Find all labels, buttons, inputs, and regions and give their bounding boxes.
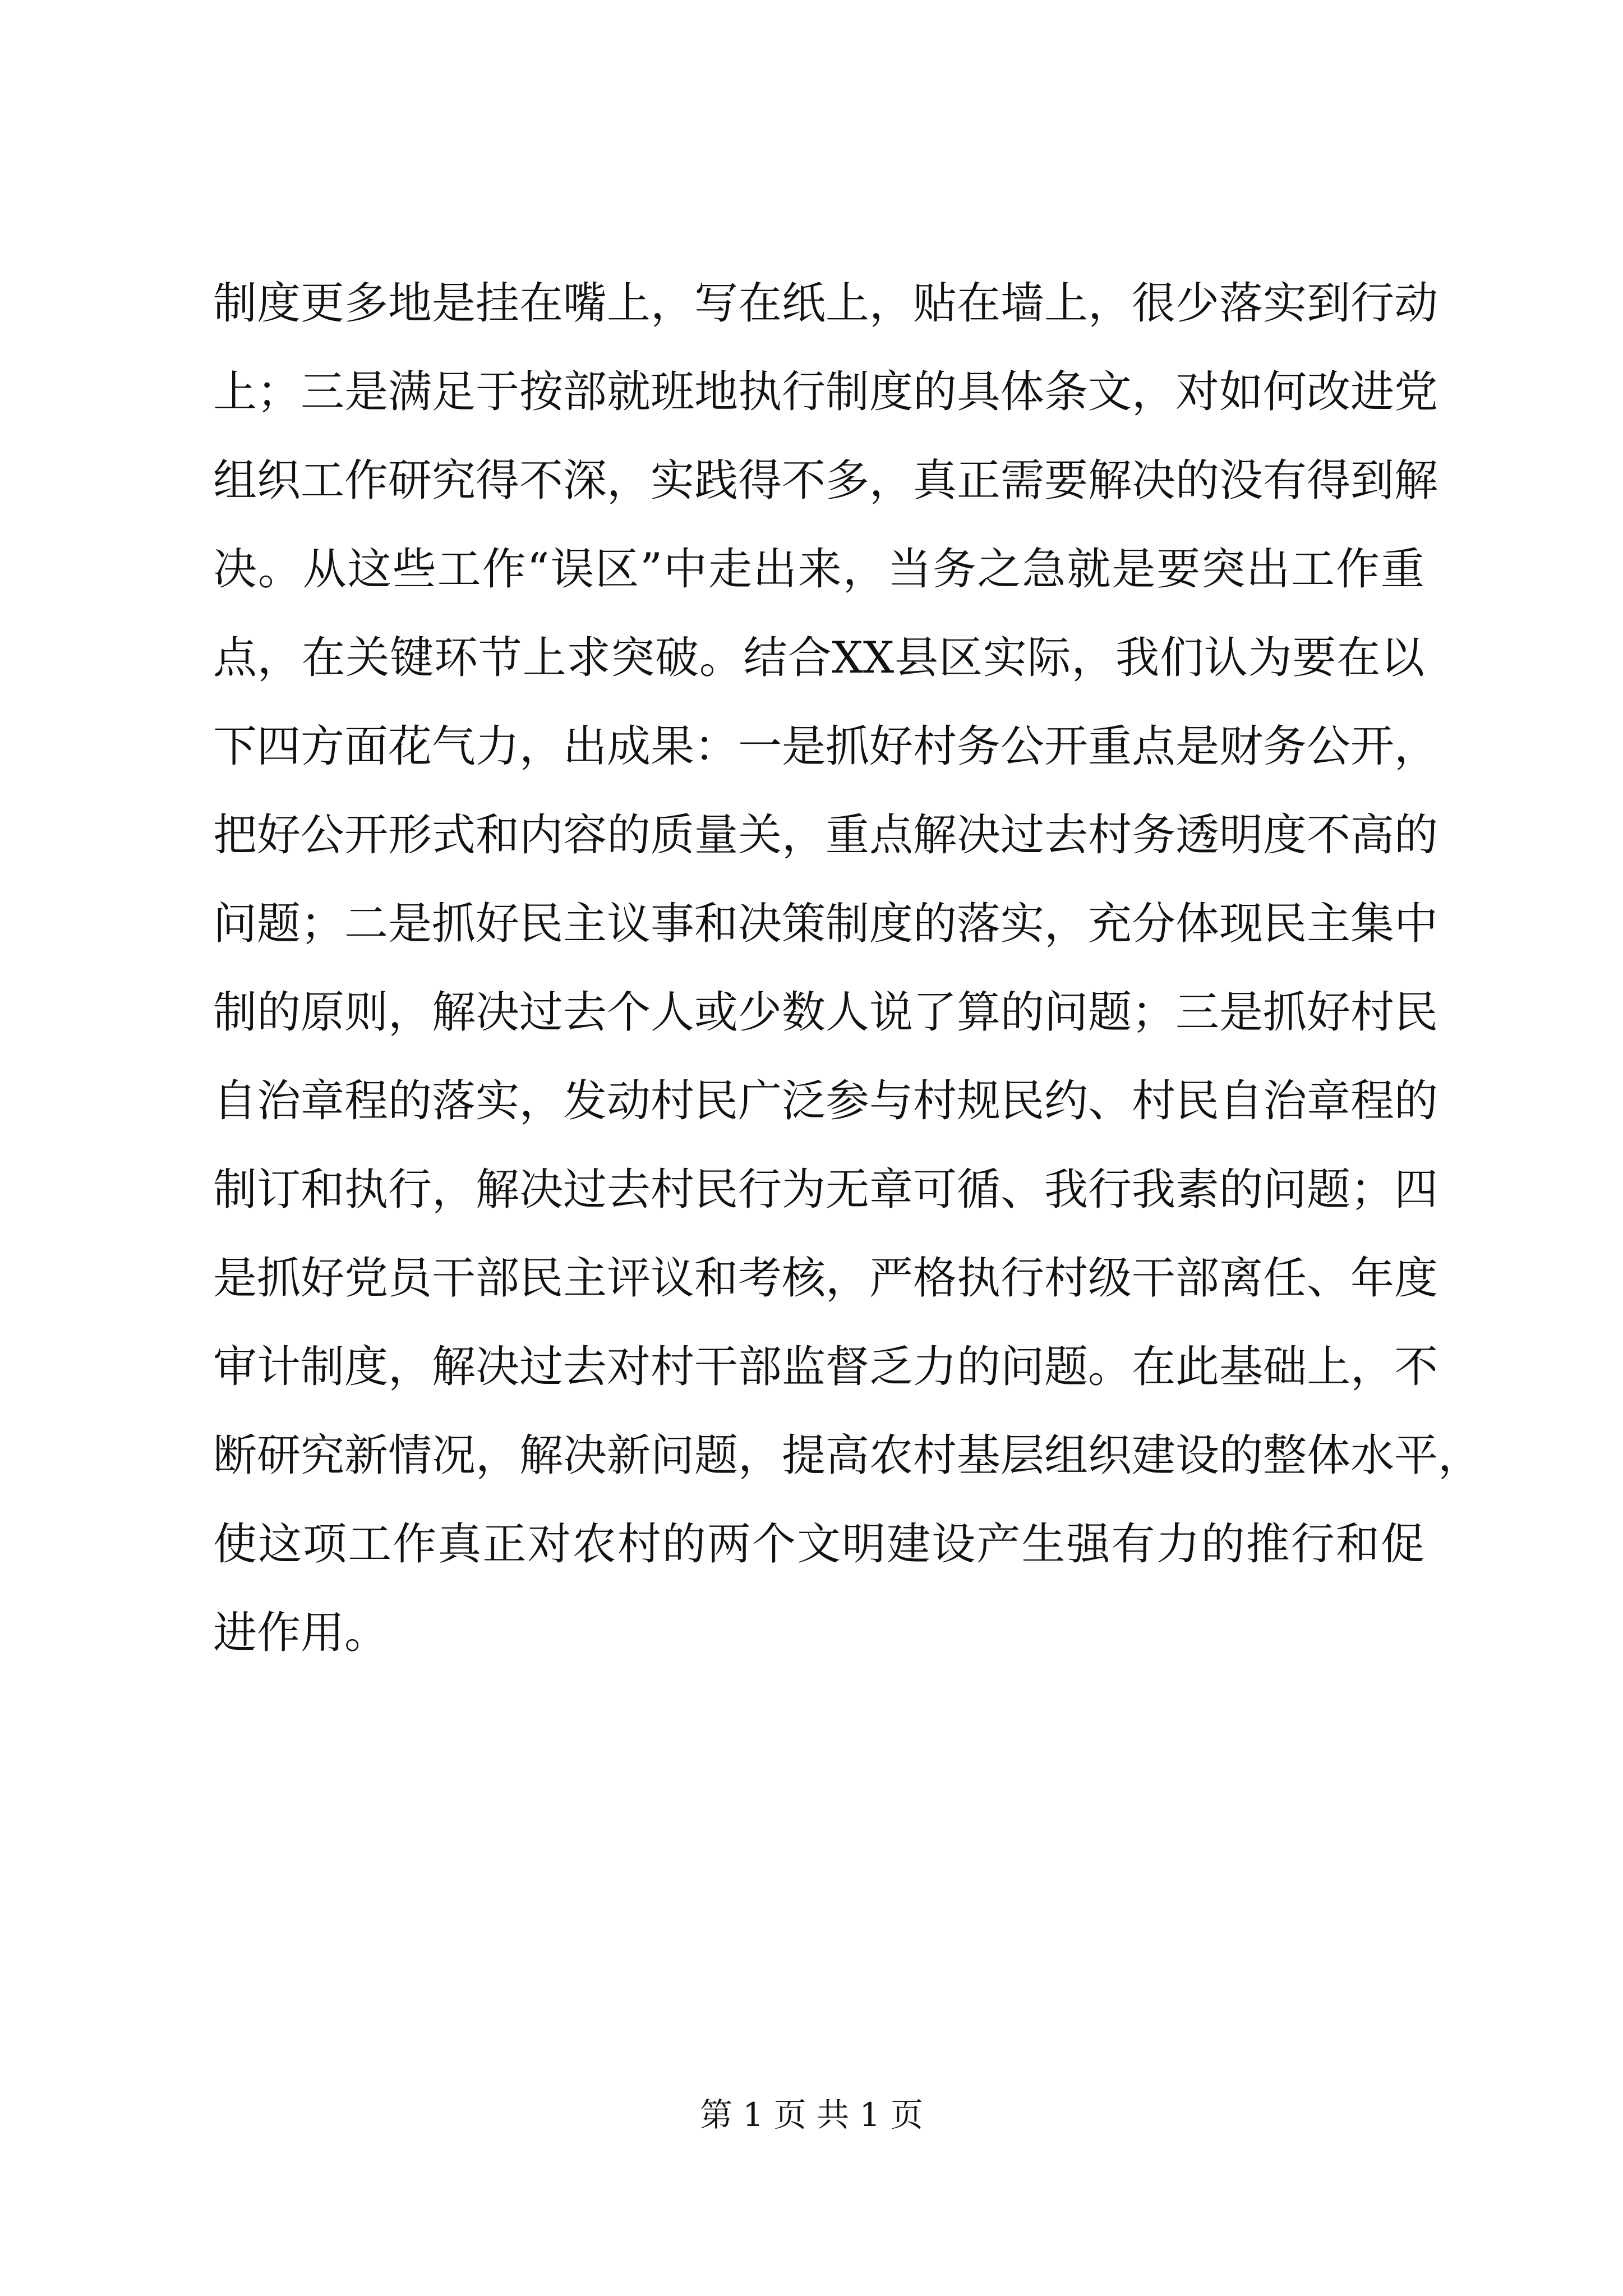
- body-paragraph: [213, 259, 1482, 1677]
- text-line: 自治章程的落实，发动村民广泛参与村规民约、村民自治章程的: [213, 1076, 1438, 1126]
- text-line: 审计制度，解决过去对村干部监督乏力的问题。在此基础上，不: [213, 1342, 1438, 1392]
- text-line: 下四方面花气力，出成果：一是抓好村务公开重点是财务公开，: [213, 721, 1438, 772]
- text-line: 使这项工作真正对农村的两个文明建设产生强有力的推行和促: [213, 1519, 1424, 1570]
- text-line: 问题；二是抓好民主议事和决策制度的落实，充分体现民主集中: [213, 899, 1438, 949]
- text-line: 是抓好党员干部民主评议和考核，严格执行村级干部离任、年度: [213, 1253, 1438, 1304]
- text-line: 上；三是满足于按部就班地执行制度的具体条文，对如何改进党: [213, 367, 1438, 417]
- text-line: 断研究新情况，解决新问题，提高农村基层组织建设的整体水平，: [213, 1430, 1482, 1481]
- text-line: 进作用。: [213, 1608, 389, 1658]
- text-line: 点，在关键环节上求突破。结合XX县区实际，我们认为要在以: [213, 633, 1424, 683]
- text-line: 制订和执行，解决过去村民行为无章可循、我行我素的问题；四: [213, 1165, 1438, 1215]
- text-line: 制度更多地是挂在嘴上，写在纸上，贴在墙上，很少落实到行动: [213, 278, 1438, 329]
- page-number-footer: 第 1 页 共 1 页: [700, 2096, 923, 2134]
- text-line: 制的原则，解决过去个人或少数人说了算的问题；三是抓好村民: [213, 987, 1438, 1038]
- text-line: 决。从这些工作“误区”中走出来，当务之急就是要突出工作重: [213, 544, 1424, 595]
- text-line: 组织工作研究得不深，实践得不多，真正需要解决的没有得到解: [213, 455, 1438, 506]
- text-line: 把好公开形式和内容的质量关，重点解决过去村务透明度不高的: [213, 810, 1438, 861]
